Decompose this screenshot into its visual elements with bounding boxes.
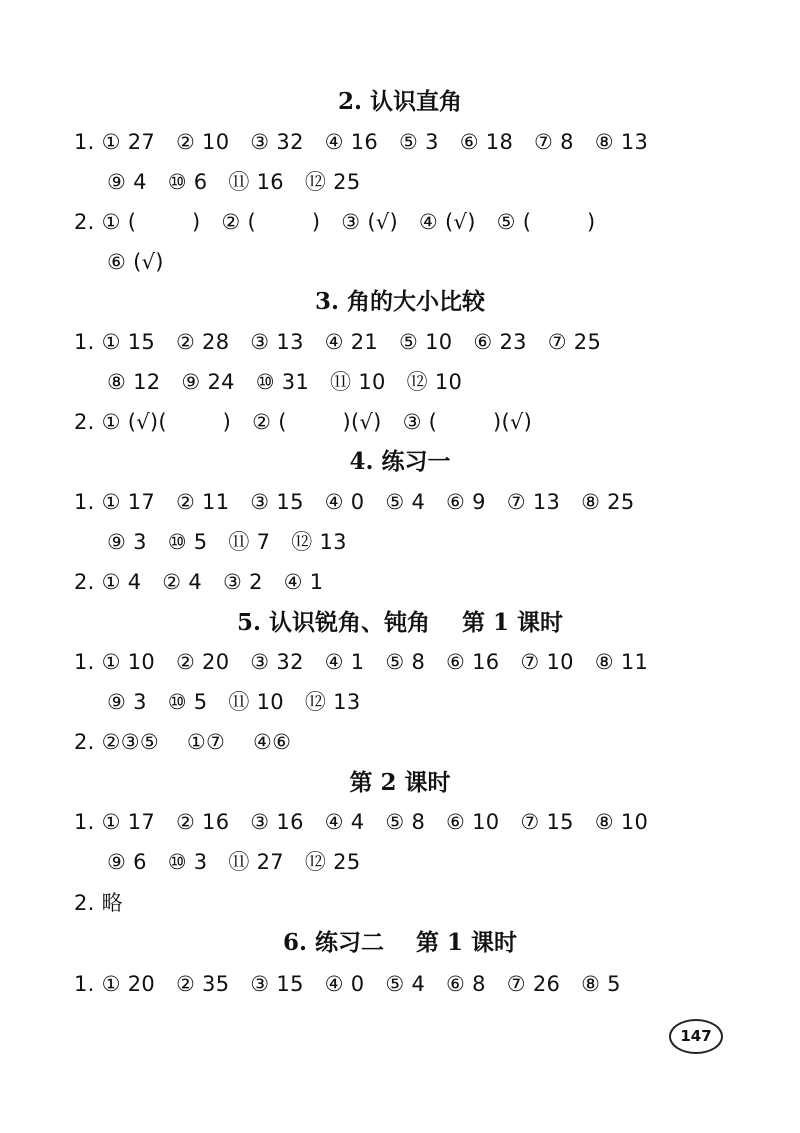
s4-q1-line2: ⑨ 3 ⑩ 5 ⑪ 7 ⑫ 13 bbox=[107, 530, 347, 554]
section-5-title: 5. 认识锐角、钝角 第 1 课时 bbox=[236, 609, 564, 636]
s2-q2-line1: 2. ① ( ) ② ( ) ③ (√) ④ (√) ⑤ ( ) bbox=[74, 210, 596, 234]
section-6-title: 6. 练习二 第 1 课时 bbox=[282, 929, 518, 956]
s2-q1-line2: ⑨ 4 ⑩ 6 ⑪ 16 ⑫ 25 bbox=[107, 170, 361, 194]
page-number: 147 bbox=[669, 1019, 723, 1054]
s5-q1-line1: 1. ① 10 ② 20 ③ 32 ④ 1 ⑤ 8 ⑥ 16 ⑦ 10 ⑧ 11 bbox=[74, 650, 649, 674]
s3-q1-line1: 1. ① 15 ② 28 ③ 13 ④ 21 ⑤ 10 ⑥ 23 ⑦ 25 bbox=[74, 330, 602, 354]
s4-q1-line1: 1. ① 17 ② 11 ③ 15 ④ 0 ⑤ 4 ⑥ 9 ⑦ 13 ⑧ 25 bbox=[74, 490, 635, 514]
s2-q1-line1: 1. ① 27 ② 10 ③ 32 ④ 16 ⑤ 3 ⑥ 18 ⑦ 8 ⑧ 13 bbox=[74, 130, 649, 154]
s5-q2-line1: 2. ②③⑤ ①⑦ ④⑥ bbox=[74, 730, 292, 754]
s3-q1-line2: ⑧ 12 ⑨ 24 ⑩ 31 ⑪ 10 ⑫ 10 bbox=[107, 370, 463, 394]
section-3-title: 3. 角的大小比较 bbox=[314, 288, 486, 315]
s5-l2-q1-line2: ⑨ 6 ⑩ 3 ⑪ 27 ⑫ 25 bbox=[107, 850, 361, 874]
s5-l2-q1-line1: 1. ① 17 ② 16 ③ 16 ④ 4 ⑤ 8 ⑥ 10 ⑦ 15 ⑧ 10 bbox=[74, 810, 649, 834]
section-4-title: 4. 练习一 bbox=[349, 448, 451, 475]
s4-q2-line1: 2. ① 4 ② 4 ③ 2 ④ 1 bbox=[74, 570, 324, 594]
s2-q2-line2: ⑥ (√) bbox=[107, 250, 164, 274]
s5-l2-q2-line1: 2. 略 bbox=[74, 891, 123, 915]
s5-q1-line2: ⑨ 3 ⑩ 5 ⑪ 10 ⑫ 13 bbox=[107, 690, 361, 714]
s3-q2-line1: 2. ① (√)( ) ② ( )(√) ③ ( )(√) bbox=[74, 410, 533, 434]
lesson-2-title: 第 2 课时 bbox=[349, 769, 451, 796]
s6-q1-line1: 1. ① 20 ② 35 ③ 15 ④ 0 ⑤ 4 ⑥ 8 ⑦ 26 ⑧ 5 bbox=[74, 972, 621, 996]
section-2-title: 2. 认识直角 bbox=[337, 88, 463, 115]
